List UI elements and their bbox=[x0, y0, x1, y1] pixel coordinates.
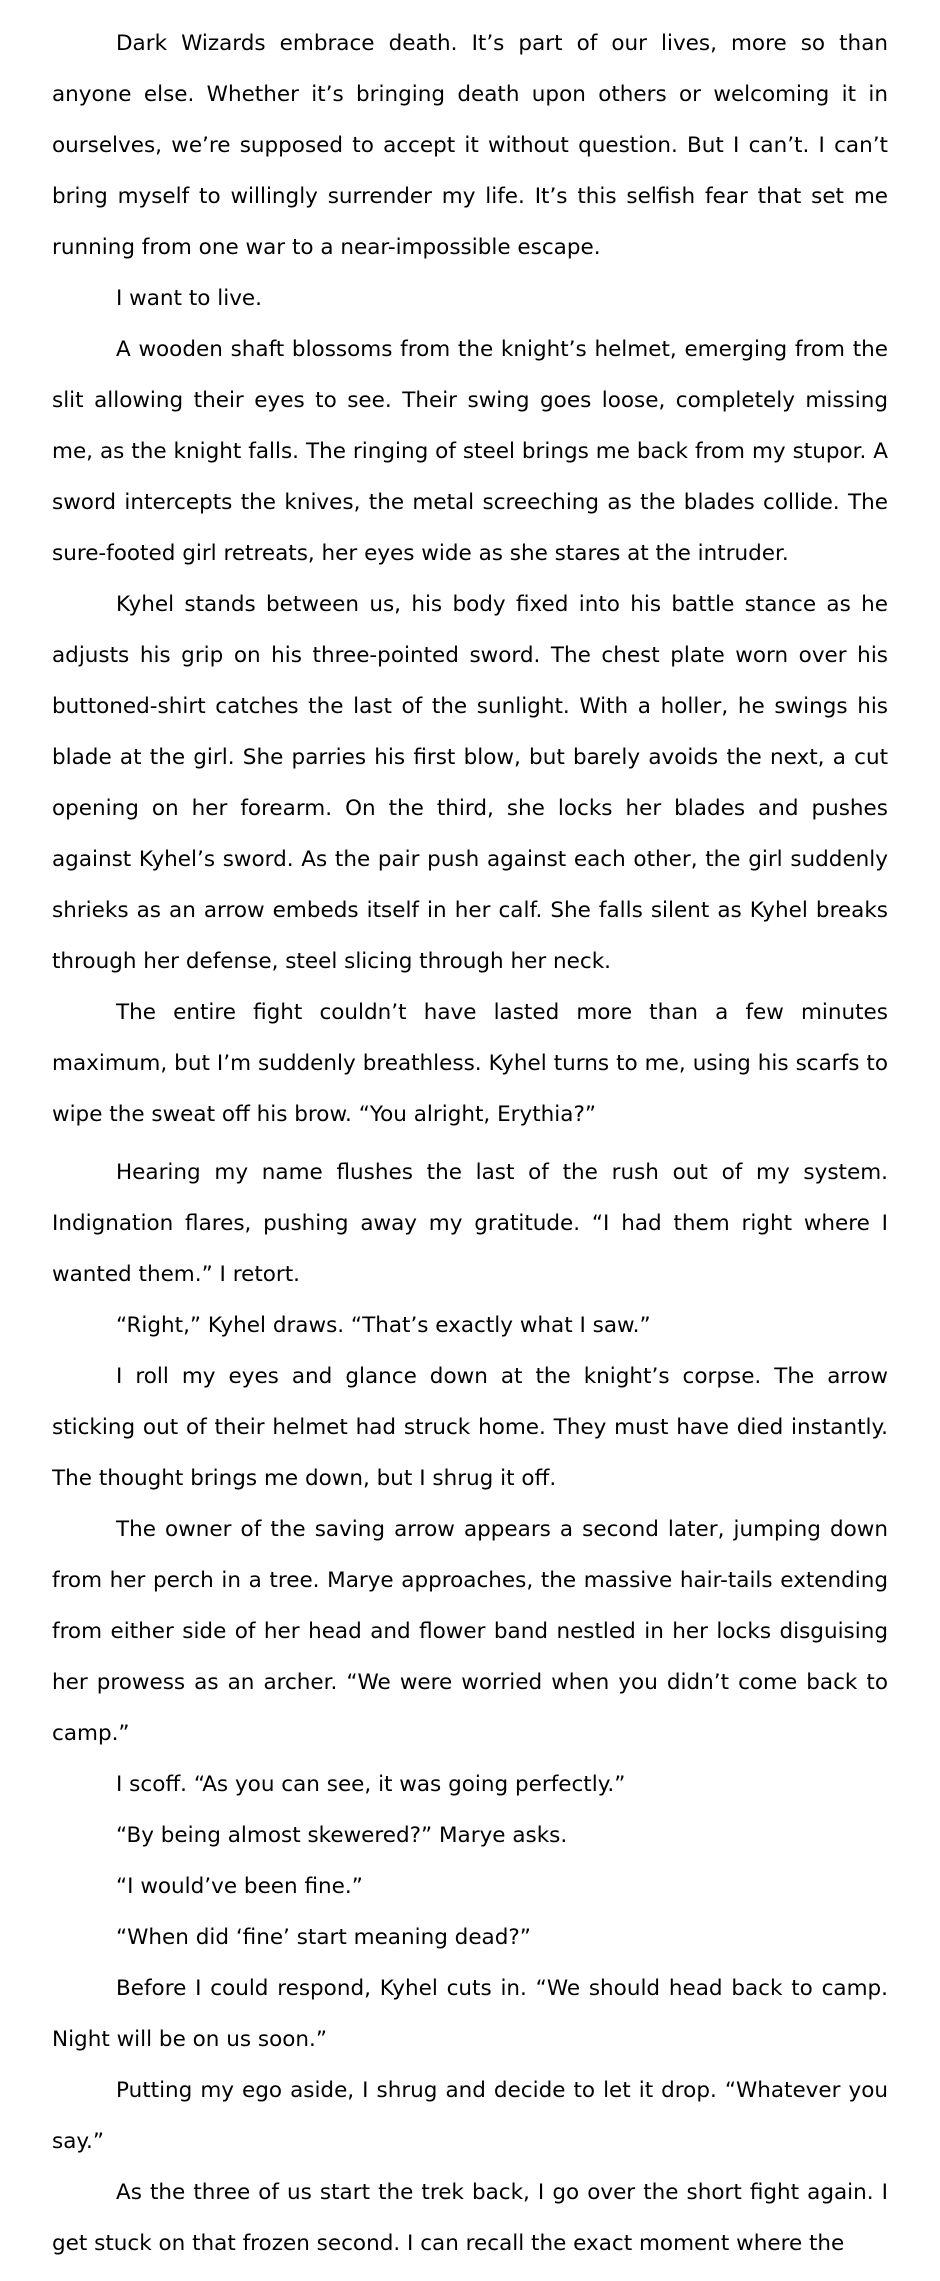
paragraph-9: The owner of the saving arrow appears a second later, jumping down from her perch in a tree. Marye approaches, the massive hair-tails extending from either side of her head and flower band nestled in her locks disguising her prowess as an archer. “We were worried when you didn’t come back to camp.” bbox=[52, 1517, 888, 1746]
paragraph-2: I want to live. bbox=[116, 286, 262, 311]
paragraph-5: The entire fight couldn’t have lasted more than a few minutes maximum, but I’m suddenly breathless. Kyhel turns to me, using his scarfs to wipe the sweat off his brow. “You alright, Erythia?” bbox=[52, 1000, 888, 1127]
paragraph-8: I roll my eyes and glance down at the knight’s corpse. The arrow sticking out of their helmet had struck home. They must have died instantly. The thought brings me down, but I shrug it off. bbox=[52, 1364, 888, 1491]
paragraph-6: Hearing my name flushes the last of the rush out of my system. Indignation flares, pushing away my gratitude. “I had them right where I wanted them.” I retort. bbox=[52, 1160, 888, 1287]
paragraph-4: Kyhel stands between us, his body fixed into his battle stance as he adjusts his grip on his three-pointed sword. The chest plate worn over his buttoned-shirt catches the last of the sunlight. With a holler, he swings his blade at the girl. She parries his first blow, but barely avoids the next, a cut opening on her forearm. On the third, she locks her blades and pushes against Kyhel’s sword. As the pair push against each other, the girl suddenly shrieks as an arrow embeds itself in her calf. She falls silent as Kyhel breaks through her defense, steel slicing through her neck. bbox=[52, 592, 888, 974]
document-page bbox=[52, 18, 888, 2269]
paragraph-14: Before I could respond, Kyhel cuts in. “We should head back to camp. Night will be on us soon.” bbox=[52, 1976, 888, 2052]
paragraph-7: “Right,” Kyhel draws. “That’s exactly what I saw.” bbox=[116, 1313, 651, 1338]
paragraph-12: “I would’ve been fine.” bbox=[116, 1874, 363, 1899]
paragraph-10: I scoff. “As you can see, it was going perfectly.” bbox=[116, 1772, 626, 1797]
paragraph-3: A wooden shaft blossoms from the knight’s helmet, emerging from the slit allowing their eyes to see. Their swing goes loose, completely missing me, as the knight falls. The ringing of steel brings me back from my stupor. A sword intercepts the knives, the metal screeching as the blades collide. The sure-footed girl retreats, her eyes wide as she stares at the intruder. bbox=[52, 337, 888, 566]
paragraph-1: Dark Wizards embrace death. It’s part of our lives, more so than anyone else. Whether it’s bringing death upon others or welcoming it in ourselves, we’re supposed to accept it without question. But I can’t. I can’t bring myself to willingly surrender my life. It’s this selfish fear that set me running from one war to a near-impossible escape. bbox=[52, 31, 888, 260]
paragraph-15: Putting my ego aside, I shrug and decide to let it drop. “Whatever you say.” bbox=[52, 2078, 888, 2154]
paragraph-16: As the three of us start the trek back, I go over the short fight again. I get stuck on that frozen second. I can recall the exact moment where the bbox=[52, 2180, 888, 2256]
paragraph-13: “When did ‘fine’ start meaning dead?” bbox=[116, 1925, 531, 1950]
paragraph-11: “By being almost skewered?” Marye asks. bbox=[116, 1823, 568, 1848]
